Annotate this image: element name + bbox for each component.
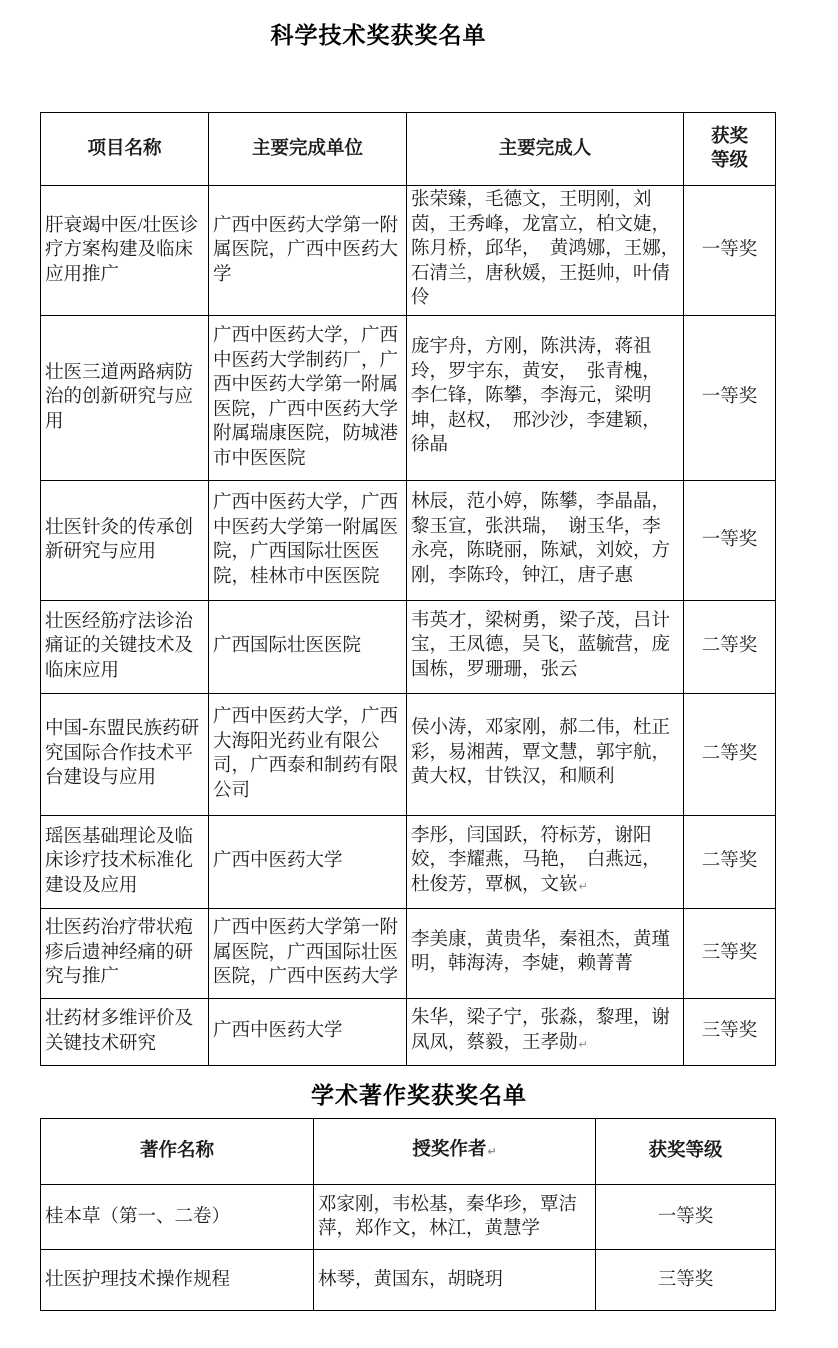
org-cell: 广西中医药大学第一附属医院，广西国际壮医医院，广西中医药大学: [209, 908, 407, 998]
project-cell: 瑶医基础理论及临床诊疗技术标准化建设及应用: [41, 815, 209, 908]
people-text: 侯小涛，邓家刚，郝二伟，杜正彩，易湘茜，覃文慧，郭宇航，黄大权，甘铁汉，和顺利: [411, 718, 671, 788]
award-cell: 一等奖: [684, 186, 776, 316]
academic-works-title: 学术著作奖获奖名单: [311, 1083, 527, 1108]
header-award: 获奖等级: [596, 1119, 776, 1185]
header-award: [684, 113, 776, 186]
award-cell: 三等奖: [684, 908, 776, 998]
table-row: [41, 1250, 776, 1311]
header-award-label: 获奖等级: [710, 126, 748, 171]
header-org: 主要完成单位: [209, 113, 407, 186]
header-people: 主要完成人: [407, 113, 684, 186]
table-row: [41, 693, 776, 815]
award-cell: 三等奖: [596, 1250, 776, 1311]
table-row: [41, 998, 776, 1065]
science-header-row: [41, 113, 776, 186]
header-authors-label: 授奖作者: [412, 1140, 487, 1161]
people-text: 李美康，黄贵华，秦祖杰，黄瑾明，韩海涛，李婕，赖菁菁: [411, 929, 671, 974]
table-row: [41, 315, 776, 480]
award-cell: 二等奖: [684, 693, 776, 815]
people-text: 朱华，梁子宁，张淼，黎理，谢凤凤，蔡毅，王孝勋: [411, 1008, 671, 1053]
org-cell: 广西中医药大学，广西中医药大学制药厂，广西中医药大学第一附属医院，广西中医药大学附属瑞康医院，防城港市中医医院: [209, 315, 407, 480]
table-row: [41, 600, 776, 693]
org-cell: 广西中医药大学，广西中医药大学第一附属医院，广西国际壮医医院，桂林市中医医院: [209, 480, 407, 600]
paragraph-mark: ↵: [487, 1145, 497, 1159]
org-cell: 广西中医药大学第一附属医院，广西中医药大学: [209, 186, 407, 316]
table-row: [41, 480, 776, 600]
people-cell: [407, 480, 684, 600]
project-cell: 壮药材多维评价及关键技术研究: [41, 998, 209, 1065]
table-row: [41, 908, 776, 998]
academic-works-table: [40, 1118, 776, 1311]
people-text: 庞宇舟，方刚，陈洪涛，蒋祖玲，罗宇东，黄安， 张青槐，李仁锋，陈攀，李海元，梁明坤，赵权， 邢沙沙，李建颖，徐晶: [411, 337, 661, 456]
award-cell: 一等奖: [684, 480, 776, 600]
people-cell: [407, 600, 684, 693]
org-cell: 广西中医药大学: [209, 815, 407, 908]
org-cell: 广西中医药大学，广西大海阳光药业有限公司，广西泰和制药有限公司: [209, 693, 407, 815]
table-row: [41, 1185, 776, 1250]
works-header-row: [41, 1119, 776, 1185]
people-text: 张荣臻，毛德文，王明刚，刘茵，王秀峰，龙富立，柏文婕，陈月桥，邱华， 黄鸿娜，王娜， 石清兰，唐秋媛，王挺帅，叶倩伶: [411, 190, 689, 308]
people-text: 林辰，范小婷，陈攀，李晶晶，黎玉宣，张洪瑞， 谢玉华，李永亮，陈晓丽，陈斌，刘姣，方刚，李陈玲，钟江，唐子惠: [411, 492, 671, 586]
award-cell: 二等奖: [684, 600, 776, 693]
people-cell: [407, 998, 684, 1065]
project-cell: 壮医药治疗带状疱疹后遗神经痛的研究与推广: [41, 908, 209, 998]
authors-cell: 林琴，黄国东，胡晓玥: [314, 1250, 596, 1311]
project-cell: 壮医经筋疗法诊治痛证的关键技术及临床应用: [41, 600, 209, 693]
award-cell: 一等奖: [596, 1185, 776, 1250]
people-cell: [407, 908, 684, 998]
header-authors: [314, 1119, 596, 1185]
people-cell: [407, 186, 689, 316]
org-cell: 广西国际壮医医院: [209, 600, 407, 693]
project-cell: 壮医三道两路病防治的创新研究与应用: [41, 315, 209, 480]
header-work: 著作名称: [41, 1119, 314, 1185]
work-cell: 桂本草（第一、二卷）: [41, 1185, 314, 1250]
header-project: 项目名称: [41, 113, 209, 186]
award-cell: 二等奖: [684, 815, 776, 908]
people-text: 韦英才，梁树勇，梁子茂，吕计宝，王凤德，吴飞，蓝毓营，庞国栋，罗珊珊，张云: [411, 610, 671, 680]
people-text: 李彤，闫国跃，符标芳，谢阳姣，李耀燕，马艳， 白燕远，杜俊芳，覃枫，文嵚: [411, 825, 661, 895]
people-cell: [407, 815, 684, 908]
table-row: [41, 186, 776, 316]
paragraph-mark: ↵: [578, 1037, 588, 1051]
authors-cell: 邓家刚，韦松基，秦华珍，覃洁萍，郑作文，林江，黄慧学: [314, 1185, 596, 1250]
science-awards-table: [40, 112, 776, 1066]
org-cell: 广西中医药大学: [209, 998, 407, 1065]
people-cell: [407, 693, 684, 815]
table-row: [41, 815, 776, 908]
project-cell: 肝衰竭中医/壮医诊疗方案构建及临床应用推广: [41, 186, 209, 316]
paragraph-mark: ↵: [578, 879, 588, 893]
work-cell: 壮医护理技术操作规程: [41, 1250, 314, 1311]
people-cell: [407, 315, 684, 480]
science-awards-title: 科学技术奖获奖名单: [270, 23, 487, 48]
project-cell: 中国-东盟民族药研究国际合作技术平台建设与应用: [41, 693, 209, 815]
award-cell: 三等奖: [684, 998, 776, 1065]
award-cell: 一等奖: [684, 315, 776, 480]
project-cell: 壮医针灸的传承创新研究与应用: [41, 480, 209, 600]
